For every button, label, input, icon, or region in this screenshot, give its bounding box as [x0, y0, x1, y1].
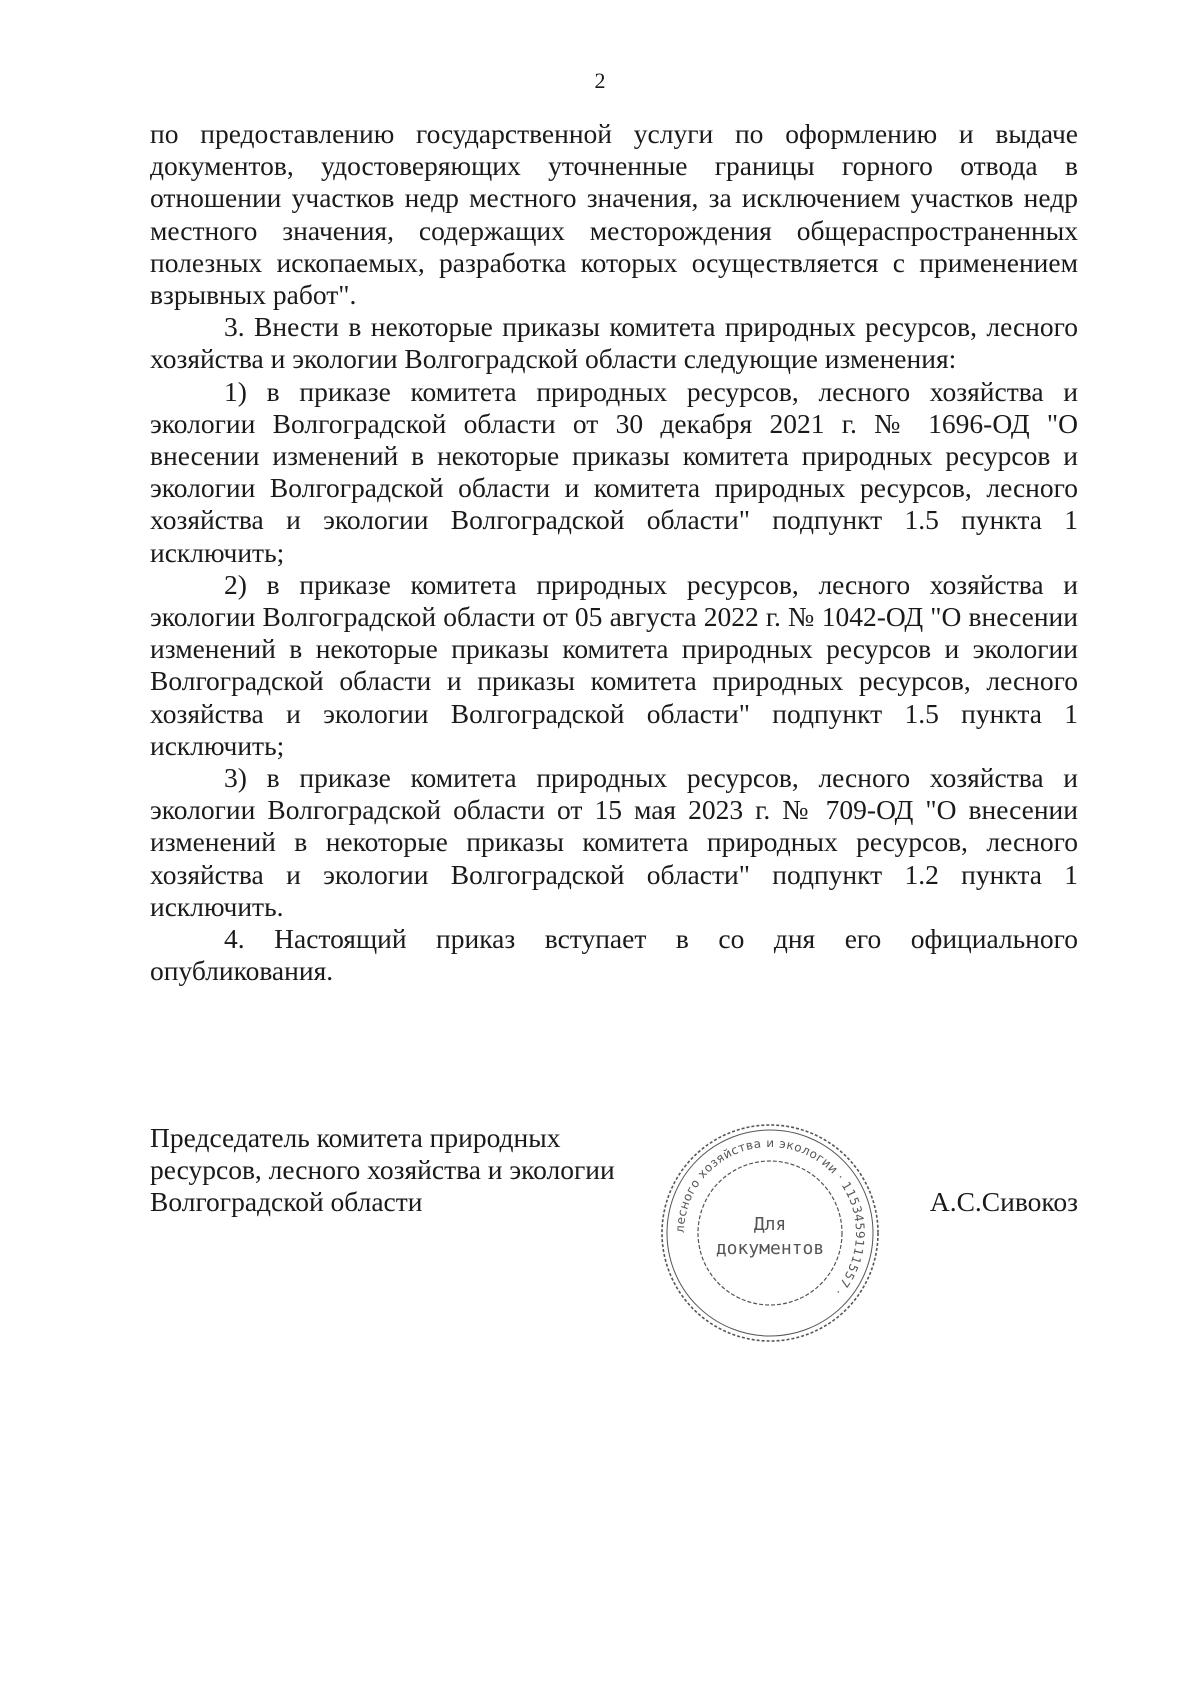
paragraph-item-3: 3. Внести в некоторые приказы комитета природных ресурсов, лесного хозяйства и экологии Волгоградской области следующие изменения: [150, 311, 1078, 375]
paragraph-subitem-2: 2) в приказе комитета природных ресурсов, лесного хозяйства и экологии Волгоградской области от 05 августа 2022 г. № 1042-ОД "О внесении изменений в некоторые приказы комитета природных ресурсов и экологии Волгоградской области и приказы комитета природных ресурсов, лесного хозяйства и экологии Волгоградской области" подпункт 1.5 пункта 1 исключить; [150, 568, 1078, 761]
seal-ring-text: лесного хозяйства и экологии · 1153459111557 · [672, 1135, 868, 1299]
signatory-position-line: Волгоградской области [150, 1186, 423, 1218]
seal-center-line: документов [715, 1238, 825, 1259]
page-number: 2 [594, 68, 606, 93]
paragraph-subitem-3: 3) в приказе комитета природных ресурсов, лесного хозяйства и экологии Волгоградской области от 15 мая 2023 г. № 709-ОД "О внесении изменений в некоторые приказы комитета природных ресурсов, лесного хозяйства и экологии Волгоградской области" подпункт 1.2 пункта 1 исключить. [150, 762, 1078, 922]
signatory-position-line: Председатель комитета природных [150, 1122, 561, 1153]
signatory-position [150, 1122, 670, 1219]
paragraph-continuation: по предоставлению государственной услуги по оформлению и выдаче документов, удостоверяющих уточненные границы горного отвода в отношении участков недр местного значения, за исключением участков недр местного значения, содержащих месторождения общераспространенных полезных ископаемых, разработка которых осуществляется с применением взрывных работ". [150, 118, 1078, 311]
document-body [150, 118, 1078, 987]
signatory-position-line: ресурсов, лесного хозяйства и экологии [150, 1154, 615, 1186]
seal-center-line: Для [753, 1214, 787, 1235]
paragraph-item-4: 4. Настоящий приказ вступает в со дня его официального опубликования. [150, 923, 1078, 987]
paragraph-subitem-1: 1) в приказе комитета природных ресурсов, лесного хозяйства и экологии Волгоградской области от 30 декабря 2021 г. № 1696-ОД "О внесении изменений в некоторые приказы комитета природных ресурсов и экологии Волгоградской области и комитета природных ресурсов, лесного хозяйства и экологии Волгоградской области" подпункт 1.5 пункта 1 исключить; [150, 375, 1078, 568]
signatory-name: А.С.Сивокоз [929, 1186, 1078, 1217]
official-seal-stamp [655, 1118, 885, 1348]
